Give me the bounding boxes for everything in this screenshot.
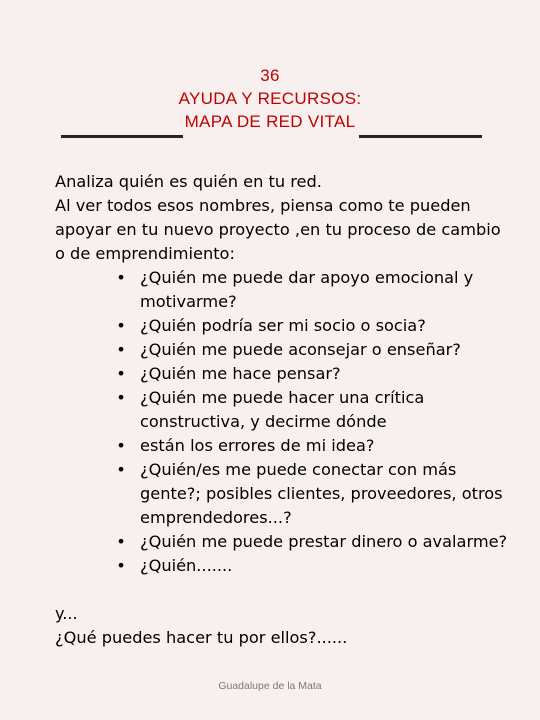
list-item <box>0 314 520 338</box>
bullet-icon: • <box>116 532 126 551</box>
closing-paragraph <box>55 602 347 650</box>
list-item-text: ¿Quién....... <box>140 556 233 575</box>
title-line-1: AYUDA Y RECURSOS: <box>178 89 362 108</box>
list-item <box>0 362 520 386</box>
closing-line: y... <box>55 604 78 623</box>
title-underline-right <box>359 135 482 138</box>
bullet-icon: • <box>116 388 126 407</box>
list-item <box>0 554 520 578</box>
intro-line: apoyar en tu nuevo proyecto ,en tu proceso de cambio <box>55 220 501 239</box>
title-underline-left <box>61 135 183 138</box>
list-item-text: ¿Quién me puede aconsejar o enseñar? <box>140 340 461 359</box>
bullet-icon: • <box>116 340 126 359</box>
bullet-icon: • <box>116 436 126 455</box>
bullet-icon: • <box>116 316 126 335</box>
intro-line: Al ver todos esos nombres, piensa como te pueden <box>55 196 471 215</box>
list-item <box>0 338 520 362</box>
list-item-text: ¿Quién me puede hacer una crítica constructiva, y decirme dónde <box>140 388 425 431</box>
list-item-text: ¿Quién me puede dar apoyo emocional y motivarme? <box>140 268 474 311</box>
list-item-text: ¿Quién/es me puede conectar con más gente?; posibles clientes, proveedores, otros emprendedores...? <box>140 460 503 527</box>
intro-paragraph <box>55 170 525 266</box>
list-item-text: están los errores de mi idea? <box>140 436 375 455</box>
list-item <box>0 530 520 554</box>
questions-list <box>0 266 540 578</box>
list-item <box>0 458 520 530</box>
list-item <box>0 386 520 434</box>
slide-number: 36 <box>260 66 280 85</box>
bullet-icon: • <box>116 556 126 575</box>
intro-line: Analiza quién es quién en tu red. <box>55 172 322 191</box>
bullet-icon: • <box>116 364 126 383</box>
list-item-text: ¿Quién me puede prestar dinero o avalarme? <box>140 532 508 551</box>
slide-title <box>0 64 540 133</box>
closing-question: ¿Qué puedes hacer tu por ellos?...... <box>55 628 348 647</box>
intro-line: o de emprendimiento: <box>55 244 235 263</box>
title-line-2: MAPA DE RED VITAL <box>184 112 356 131</box>
list-item-text: ¿Quién me hace pensar? <box>140 364 341 383</box>
bullet-icon: • <box>116 460 126 479</box>
list-item <box>0 434 520 458</box>
author-credit: Guadalupe de la Mata <box>218 680 322 692</box>
bullet-icon: • <box>116 268 126 287</box>
list-item-text: ¿Quién podría ser mi socio o socia? <box>140 316 426 335</box>
list-item <box>0 266 520 314</box>
